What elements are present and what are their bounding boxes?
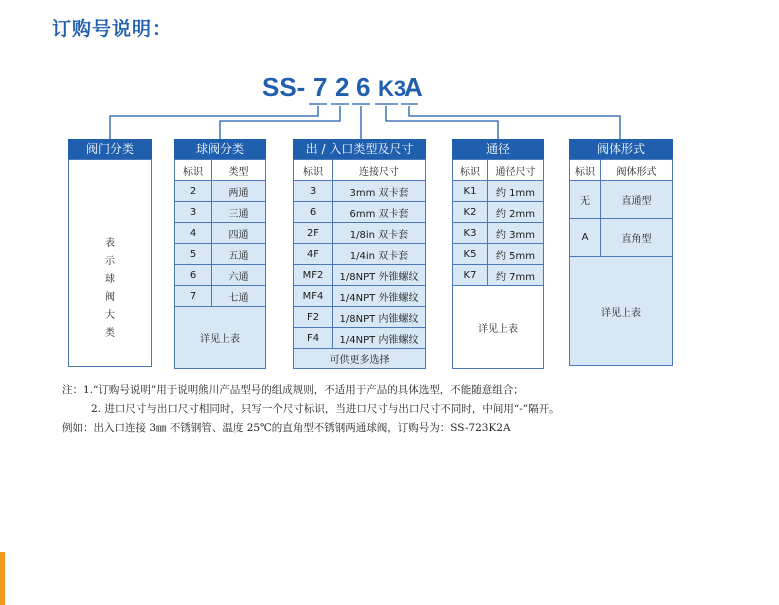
table-cell: 2F: [294, 223, 333, 244]
table-cell: K5: [453, 244, 488, 265]
code-char-1: 7: [313, 72, 328, 102]
table-cell: 6mm 双卡套: [333, 202, 426, 223]
table-cell: 无: [570, 181, 601, 219]
code-char-2: 2: [335, 72, 350, 102]
table-cell: 五通: [212, 244, 266, 265]
table-footer: 详见上表: [453, 286, 544, 369]
table-cell: F4: [294, 328, 333, 349]
column-header: 阀体形式: [569, 139, 673, 159]
table-cell: 7: [175, 286, 212, 307]
table-cell: F2: [294, 307, 333, 328]
body-form-table: [569, 159, 673, 366]
table-cell: 直通型: [601, 181, 673, 219]
vertical-char: 表: [105, 238, 115, 249]
type-table: [174, 159, 266, 369]
table-cell: 5: [175, 244, 212, 265]
table-cell: 约 7mm: [488, 265, 544, 286]
table-cell: 1/8in 双卡套: [333, 223, 426, 244]
table-header-cell: 标识: [294, 160, 333, 181]
table-cell: 两通: [212, 181, 266, 202]
table-cell: 直角型: [601, 219, 673, 257]
table-cell: 约 2mm: [488, 202, 544, 223]
table-header-cell: 标识: [570, 160, 601, 181]
table-cell: MF2: [294, 265, 333, 286]
column-header: 出 / 入口类型及尺寸: [293, 139, 426, 159]
table-cell: K3: [453, 223, 488, 244]
table-header-cell: 标识: [453, 160, 488, 181]
table-cell: 六通: [212, 265, 266, 286]
table-cell: 3mm 双卡套: [333, 181, 426, 202]
note-example: 例如：出入口连接 3㎜ 不锈钢管、温度 25℃的直角型不锈钢两通球阀，订购号为：SS-723K2A: [62, 422, 511, 434]
column-header: 通径: [452, 139, 544, 159]
body-form-column: [569, 139, 673, 366]
table-header-cell: 标识: [175, 160, 212, 181]
code-char-4: K3: [378, 76, 407, 101]
table-cell: 3: [175, 202, 212, 223]
table-cell: 1/4in 双卡套: [333, 244, 426, 265]
note-2: 2. 进口尺寸与出口尺寸相同时，只写一个尺寸标识，当进口尺寸与出口尺寸不同时，中间用“-”隔开。: [91, 403, 560, 415]
table-header-cell: 通径尺寸: [488, 160, 544, 181]
table-cell: K1: [453, 181, 488, 202]
table-cell: 七通: [212, 286, 266, 307]
port-table: [293, 159, 426, 369]
table-cell: K7: [453, 265, 488, 286]
column-body: [68, 159, 152, 367]
table-cell: 约 1mm: [488, 181, 544, 202]
table-cell: 约 3mm: [488, 223, 544, 244]
table-cell: 1/4NPT 外锥螺纹: [333, 286, 426, 307]
valve-category-column: [68, 139, 152, 367]
table-cell: 2: [175, 181, 212, 202]
table-cell: 四通: [212, 223, 266, 244]
table-header-cell: 阀体形式: [601, 160, 673, 181]
table-cell: 6: [294, 202, 333, 223]
note-1: 注：1.“订购号说明”用于说明熊川产品型号的组成规则，不适用于产品的具体选型，不能随意组合；: [62, 384, 524, 396]
table-footer: 详见上表: [570, 257, 673, 366]
column-header: 阀门分类: [68, 139, 152, 159]
page-edge-marker: [0, 552, 5, 605]
table-cell: A: [570, 219, 601, 257]
table-cell: 约 5mm: [488, 244, 544, 265]
table-cell: 三通: [212, 202, 266, 223]
table-cell: MF4: [294, 286, 333, 307]
connector-lines: [0, 0, 779, 140]
table-cell: 1/4NPT 内锥螺纹: [333, 328, 426, 349]
table-cell: 3: [294, 181, 333, 202]
column-header: 球阀分类: [174, 139, 266, 159]
port-type-size-column: [293, 139, 426, 369]
vertical-char: 示: [105, 256, 115, 267]
table-cell: K2: [453, 202, 488, 223]
ball-valve-type-column: [174, 139, 266, 369]
table-footer: 可供更多选择: [294, 349, 426, 369]
page-title: 订购号说明：: [52, 18, 173, 40]
code-prefix: SS-: [262, 72, 306, 102]
bore-table: [452, 159, 544, 369]
table-header-cell: 类型: [212, 160, 266, 181]
vertical-char: 大: [105, 310, 115, 321]
vertical-char: 球: [105, 274, 115, 285]
table-cell: 4: [175, 223, 212, 244]
code-char-3: 6: [356, 72, 371, 102]
table-cell: 6: [175, 265, 212, 286]
table-footer: 详见上表: [175, 307, 266, 369]
bore-size-column: [452, 139, 544, 369]
table-header-cell: 连接尺寸: [333, 160, 426, 181]
table-cell: 1/8NPT 外锥螺纹: [333, 265, 426, 286]
vertical-char: 阀: [105, 292, 115, 303]
table-cell: 1/8NPT 内锥螺纹: [333, 307, 426, 328]
vertical-char: 类: [105, 328, 115, 339]
table-cell: 4F: [294, 244, 333, 265]
code-char-5: A: [404, 72, 423, 102]
